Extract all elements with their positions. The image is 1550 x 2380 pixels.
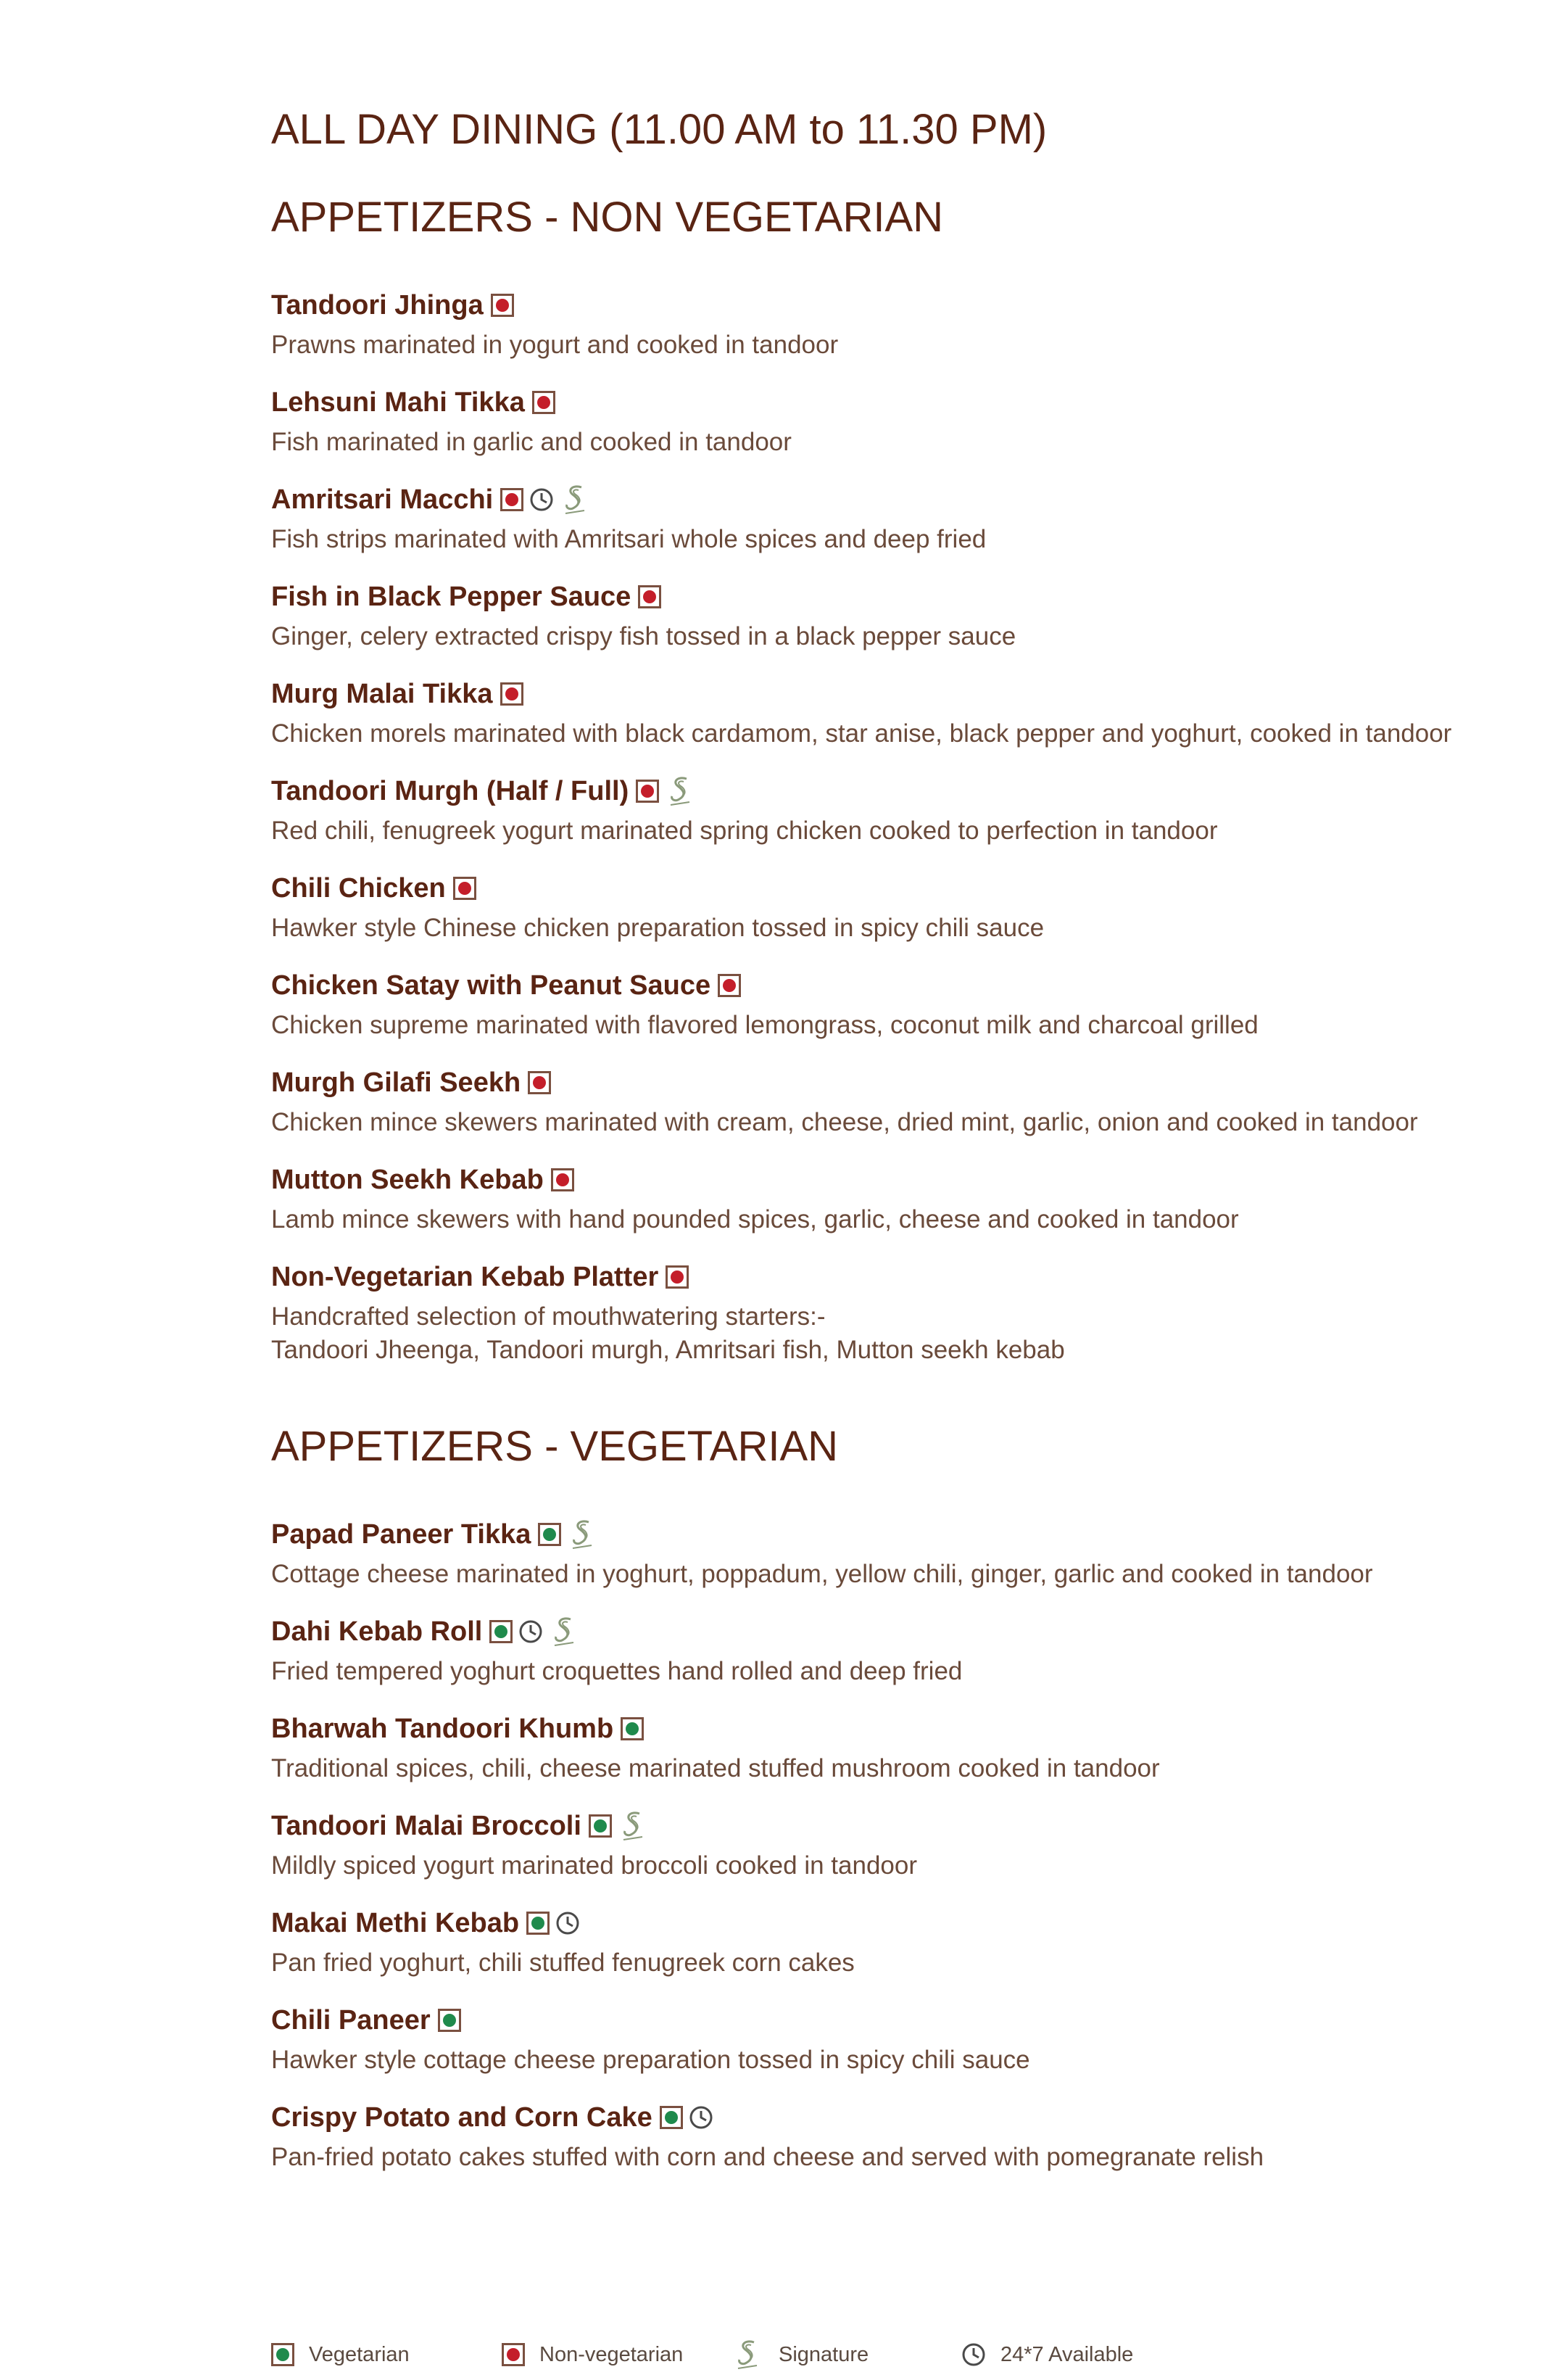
menu-item-icons — [500, 682, 523, 706]
menu-item-icons — [589, 1808, 650, 1844]
menu-item — [271, 1904, 1518, 1980]
menu-item — [271, 578, 1518, 653]
signature-icon — [665, 773, 697, 809]
menu-item-name: Bharwah Tandoori Khumb — [271, 1713, 614, 1744]
menu-item-icons — [636, 773, 697, 809]
menu-item — [271, 2099, 1518, 2174]
menu-item-name: Mutton Seekh Kebab — [271, 1164, 544, 1195]
menu-item-header — [271, 2099, 1518, 2136]
menu-item-name: Tandoori Murgh (Half / Full) — [271, 775, 629, 806]
non-veg-icon — [491, 294, 514, 317]
non-veg-icon — [500, 682, 523, 706]
menu-item-name: Murgh Gilafi Seekh — [271, 1067, 521, 1098]
menu-item-icons — [500, 482, 592, 518]
clock-icon — [689, 2105, 713, 2130]
menu-item-icons — [718, 974, 741, 997]
menu-item-header — [271, 772, 1518, 810]
legend-available — [961, 2342, 1133, 2367]
menu-item — [271, 675, 1518, 751]
menu-item — [271, 869, 1518, 945]
menu-item-name: Papad Paneer Tikka — [271, 1519, 531, 1550]
non-veg-icon — [636, 780, 659, 803]
menu-item-icons — [491, 294, 514, 317]
menu-item-icons — [438, 2009, 461, 2032]
menu-item-icons — [526, 1911, 580, 1935]
menu-item-header — [271, 869, 1518, 907]
menu-item — [271, 1807, 1518, 1883]
signature-icon — [560, 482, 592, 518]
menu-list-veg — [271, 1516, 1518, 2174]
legend-veg-label: Vegetarian — [309, 2342, 410, 2366]
menu-item-header — [271, 1710, 1518, 1748]
menu-item-icons — [453, 877, 476, 900]
non-veg-icon — [453, 877, 476, 900]
menu-item — [271, 1710, 1518, 1785]
menu-item-header — [271, 1516, 1518, 1553]
menu-item — [271, 1258, 1518, 1367]
non-veg-icon — [532, 391, 555, 414]
menu-item-description: Fried tempered yoghurt croquettes hand rolled and deep fried — [271, 1657, 963, 1685]
menu-item-icons — [621, 1717, 644, 1740]
clock-icon — [555, 1911, 580, 1935]
menu-item-description: Pan fried yoghurt, chili stuffed fenugreek corn cakes — [271, 1949, 855, 1977]
menu-item-header — [271, 1258, 1518, 1296]
non-veg-icon — [638, 585, 661, 608]
legend-signature — [732, 2336, 961, 2373]
section-heading-non-veg: APPETIZERS - NON VEGETARIAN — [271, 194, 944, 241]
menu-item-description: Cottage cheese marinated in yoghurt, poppadum, yellow chili, ginger, garlic and cooked in tandoor — [271, 1560, 1373, 1588]
menu-item-description: Prawns marinated in yogurt and cooked in tandoor — [271, 331, 839, 359]
menu-item — [271, 1613, 1518, 1688]
menu-item-description: Chicken mince skewers marinated with cream, cheese, dried mint, garlic, onion and cooked in tandoor — [271, 1108, 1418, 1136]
clock-icon — [961, 2342, 986, 2367]
menu-item — [271, 384, 1518, 459]
menu-item — [271, 772, 1518, 848]
menu-item-name: Dahi Kebab Roll — [271, 1616, 483, 1647]
menu-item-description: Red chili, fenugreek yogurt marinated spring chicken cooked to perfection in tandoor — [271, 817, 1218, 845]
legend — [271, 2336, 1133, 2373]
menu-item-description: Fish marinated in garlic and cooked in tandoor — [271, 428, 792, 456]
menu-item — [271, 2001, 1518, 2077]
menu-item-name: Tandoori Jhinga — [271, 289, 484, 321]
menu-item-header — [271, 1904, 1518, 1942]
menu-page — [271, 105, 1518, 2196]
menu-item-header — [271, 286, 1518, 324]
legend-non-veg-label: Non-vegetarian — [539, 2342, 684, 2366]
menu-item-description: Hawker style Chinese chicken preparation tossed in spicy chili sauce — [271, 914, 1045, 942]
menu-item-description: Lamb mince skewers with hand pounded spices, garlic, cheese and cooked in tandoor — [271, 1205, 1239, 1234]
menu-item-name: Chicken Satay with Peanut Sauce — [271, 970, 711, 1001]
menu-item — [271, 286, 1518, 362]
veg-icon — [538, 1523, 561, 1546]
menu-item-header — [271, 578, 1518, 616]
menu-item-name: Amritsari Macchi — [271, 484, 494, 515]
menu-item-header — [271, 384, 1518, 421]
menu-item — [271, 1516, 1518, 1591]
menu-item-icons — [532, 391, 555, 414]
veg-icon — [660, 2106, 683, 2129]
menu-item-name: Non-Vegetarian Kebab Platter — [271, 1261, 659, 1292]
clock-icon — [518, 1619, 543, 1644]
menu-list-non-veg — [271, 286, 1518, 1367]
non-veg-icon — [528, 1071, 551, 1094]
menu-item-header — [271, 481, 1518, 518]
signature-icon — [567, 1516, 599, 1553]
menu-item-header — [271, 1807, 1518, 1845]
menu-item-icons — [638, 585, 661, 608]
clock-icon — [529, 487, 554, 512]
menu-item-header — [271, 1161, 1518, 1199]
menu-item-description: Traditional spices, chili, cheese marinated stuffed mushroom cooked in tandoor — [271, 1754, 1160, 1782]
page-title: ALL DAY DINING (11.00 AM to 11.30 PM) — [271, 106, 1048, 153]
menu-item-description: Chicken morels marinated with black cardamom, star anise, black pepper and yoghurt, cooked in tandoor — [271, 719, 1452, 748]
signature-icon — [732, 2336, 764, 2373]
veg-icon — [489, 1620, 513, 1643]
menu-item-header — [271, 2001, 1518, 2039]
menu-item — [271, 1064, 1518, 1139]
non-veg-icon — [718, 974, 741, 997]
menu-item-icons — [660, 2105, 713, 2130]
menu-item-name: Crispy Potato and Corn Cake — [271, 2102, 652, 2133]
non-veg-icon — [666, 1265, 689, 1289]
veg-icon — [271, 2343, 294, 2366]
menu-item — [271, 481, 1518, 556]
menu-item-description: Handcrafted selection of mouthwatering starters:- Tandoori Jheenga, Tandoori murgh, Amritsari fish, Mutton seekh kebab — [271, 1302, 1065, 1364]
menu-item-name: Tandoori Malai Broccoli — [271, 1810, 581, 1841]
legend-available-label: 24*7 Available — [1000, 2342, 1134, 2366]
non-veg-icon — [500, 488, 523, 511]
menu-item-icons — [528, 1071, 551, 1094]
menu-item-header — [271, 967, 1518, 1004]
signature-icon — [618, 1808, 650, 1844]
veg-icon — [438, 2009, 461, 2032]
menu-item-name: Murg Malai Tikka — [271, 678, 493, 709]
veg-icon — [621, 1717, 644, 1740]
menu-item-description: Pan-fried potato cakes stuffed with corn and cheese and served with pomegranate relish — [271, 2143, 1264, 2171]
menu-item-icons — [489, 1613, 581, 1650]
menu-item — [271, 1161, 1518, 1236]
legend-veg — [271, 2343, 502, 2367]
signature-icon — [549, 1613, 581, 1650]
menu-item-description: Fish strips marinated with Amritsari whole spices and deep fried — [271, 525, 987, 553]
menu-item-header — [271, 675, 1518, 713]
menu-item-description: Hawker style cottage cheese preparation tossed in spicy chili sauce — [271, 2046, 1030, 2074]
veg-icon — [589, 1814, 612, 1838]
menu-item-name: Lehsuni Mahi Tikka — [271, 387, 525, 418]
legend-non-veg — [502, 2343, 732, 2367]
menu-item — [271, 967, 1518, 1042]
menu-item-name: Fish in Black Pepper Sauce — [271, 581, 631, 612]
menu-item-name: Chili Chicken — [271, 872, 446, 904]
section-heading-veg: APPETIZERS - VEGETARIAN — [271, 1423, 839, 1470]
menu-item-icons — [538, 1516, 599, 1553]
menu-item-name: Makai Methi Kebab — [271, 1907, 520, 1938]
non-veg-icon — [502, 2343, 525, 2366]
veg-icon — [526, 1912, 550, 1935]
menu-item-description: Mildly spiced yogurt marinated broccoli cooked in tandoor — [271, 1851, 918, 1880]
menu-item-header — [271, 1064, 1518, 1102]
legend-signature-label: Signature — [779, 2342, 869, 2366]
menu-item-icons — [666, 1265, 689, 1289]
menu-item-icons — [551, 1168, 574, 1191]
menu-item-description: Ginger, celery extracted crispy fish tossed in a black pepper sauce — [271, 622, 1016, 650]
non-veg-icon — [551, 1168, 574, 1191]
menu-item-header — [271, 1613, 1518, 1650]
menu-item-name: Chili Paneer — [271, 2004, 431, 2036]
menu-item-description: Chicken supreme marinated with flavored lemongrass, coconut milk and charcoal grilled — [271, 1011, 1259, 1039]
